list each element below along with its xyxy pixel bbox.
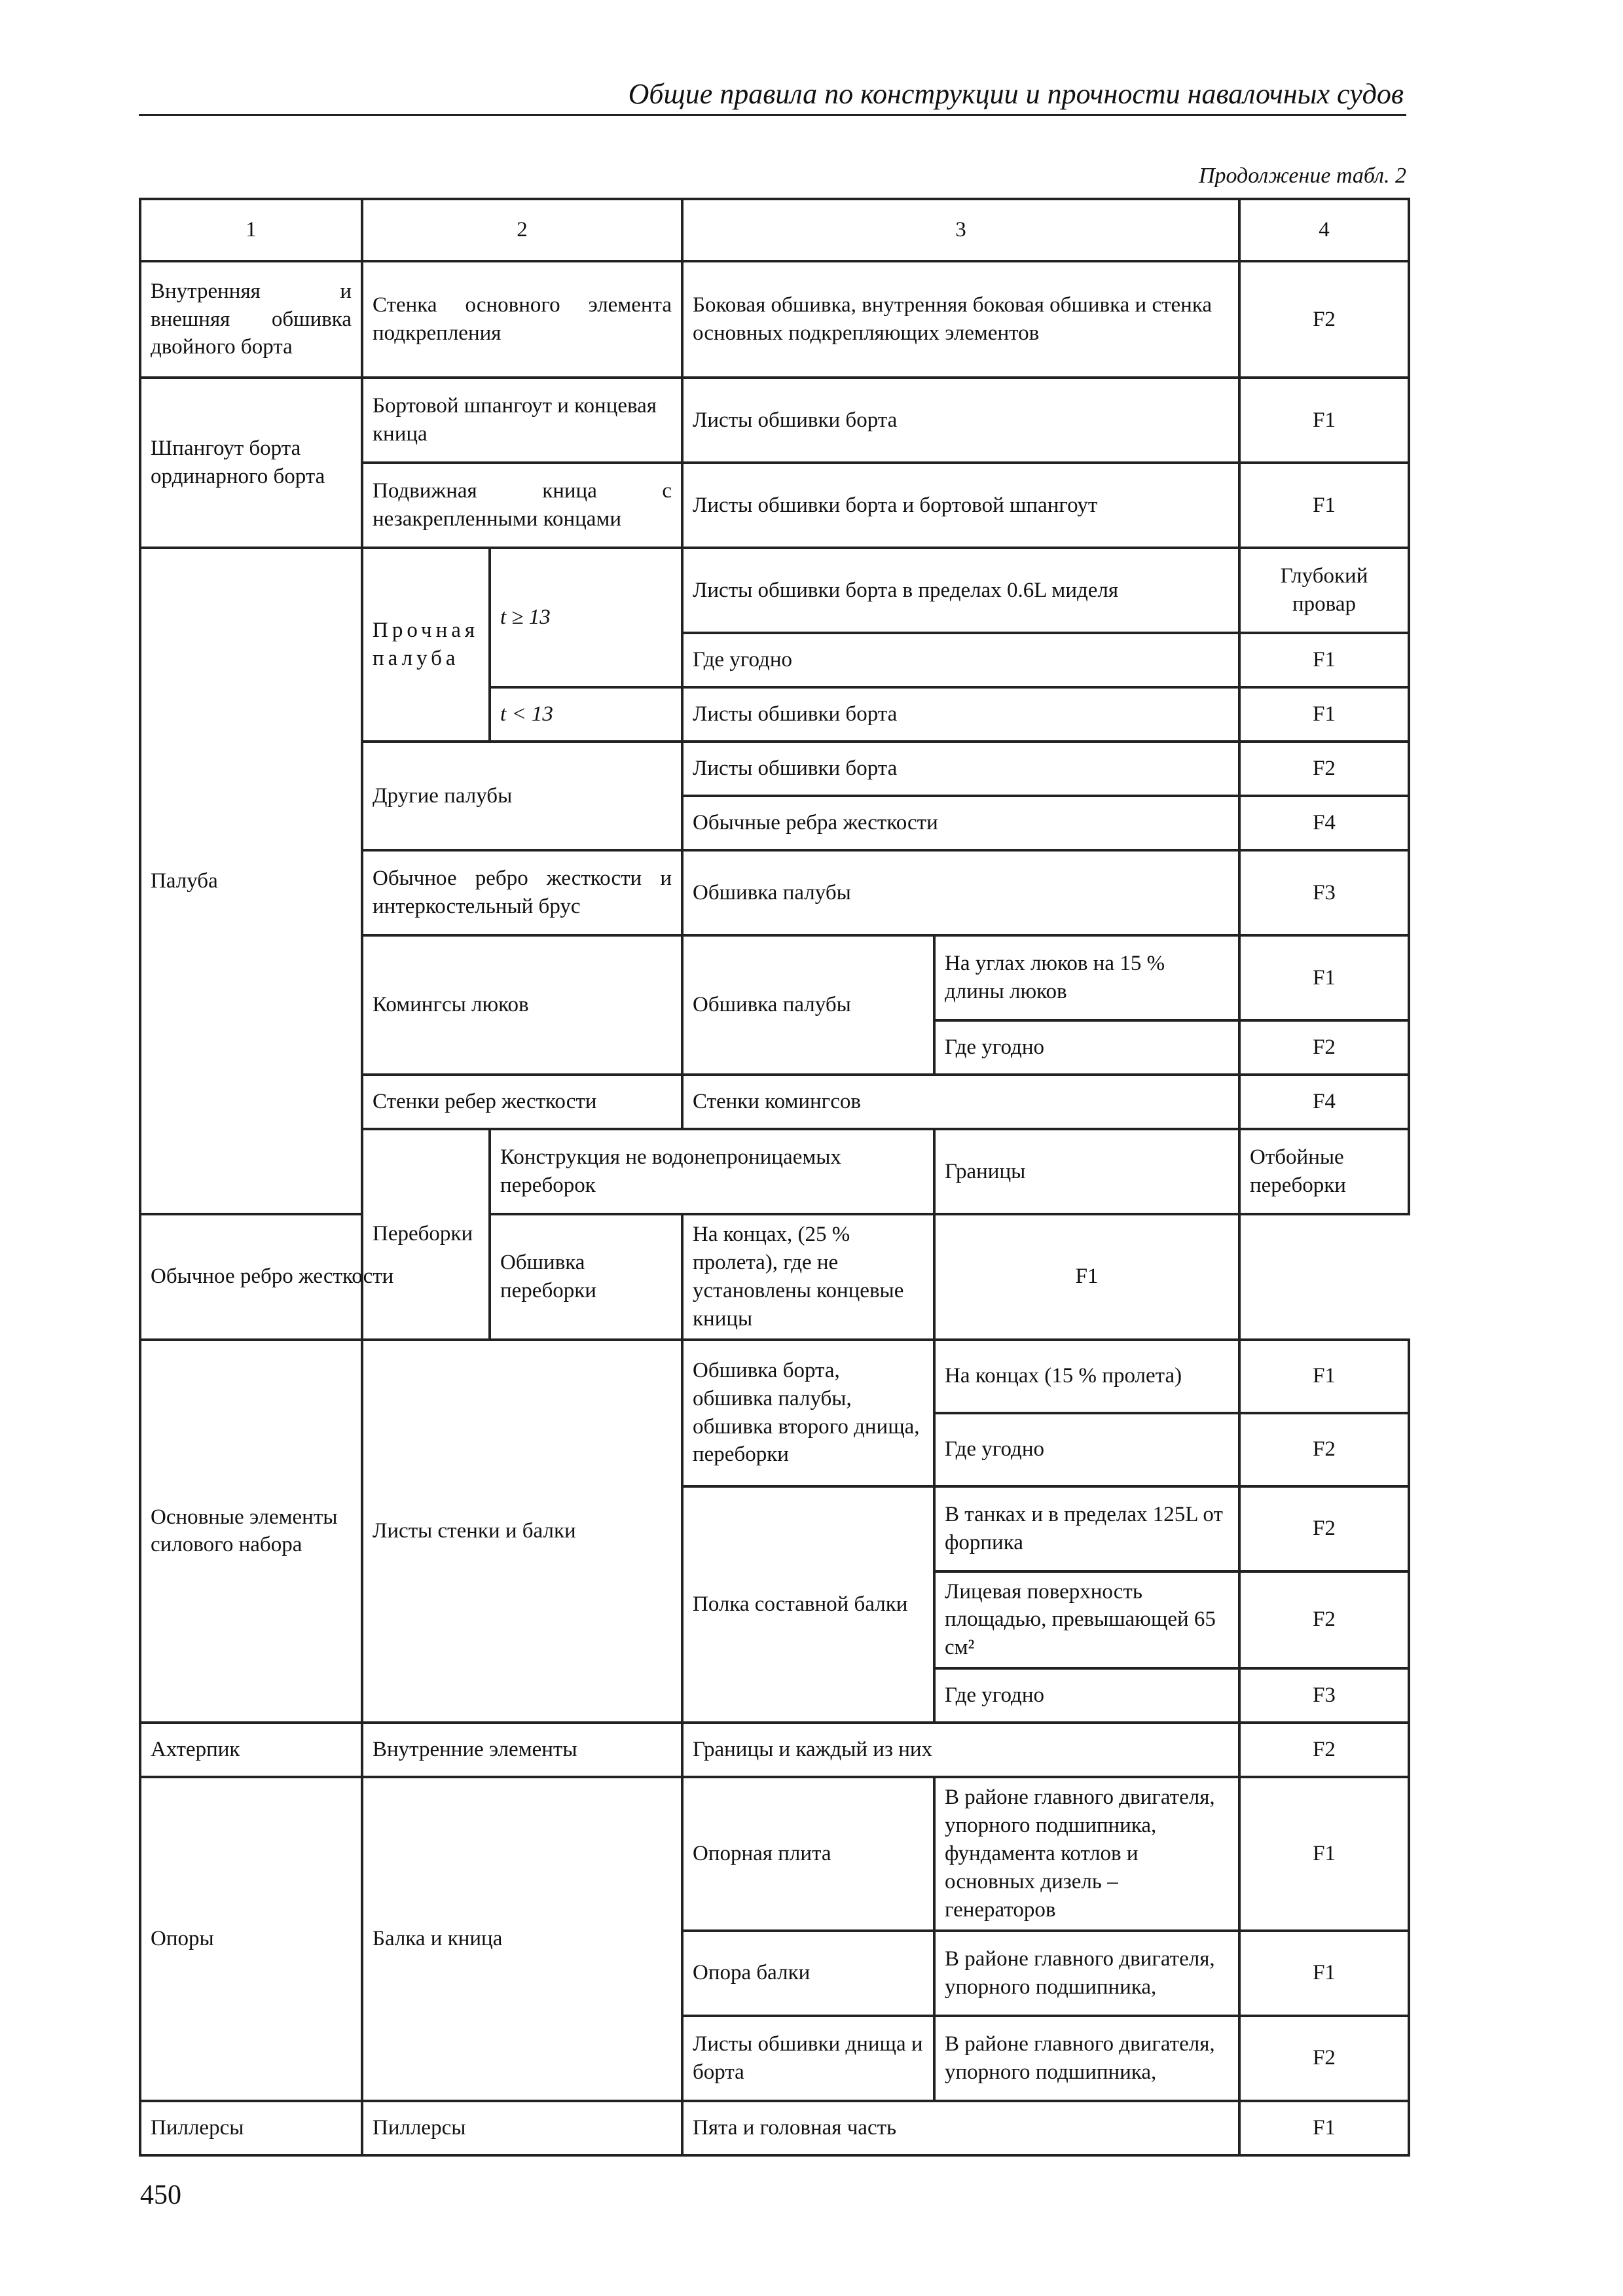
location-cell: Листы обшивки борта в пределах 0.6L миделя bbox=[682, 548, 1239, 633]
weld-category-cell: F2 bbox=[1239, 1413, 1409, 1486]
element-cell: Другие палубы bbox=[362, 742, 682, 850]
weld-category-cell: F3 bbox=[1239, 850, 1409, 935]
table-header-row bbox=[140, 199, 1409, 261]
sub-location-cell: Где угодно bbox=[934, 1668, 1239, 1723]
location-cell: Обшивка палубы bbox=[682, 850, 1239, 935]
row-group-label: Пиллерсы bbox=[140, 2101, 362, 2155]
location-cell: Где угодно bbox=[682, 633, 1239, 687]
column-number-4: 4 bbox=[1239, 199, 1409, 261]
location-cell: Обшивка переборки bbox=[490, 1214, 682, 1340]
element-cell: Бортовой шпангоут и концевая кница bbox=[362, 378, 682, 463]
element-cell: Обычное ребро жесткости и интеркостельный брус bbox=[362, 850, 682, 935]
row-group-label: Шпангоут борта ординарного борта bbox=[140, 378, 362, 548]
location-cell: Обшивка борта, обшивка палубы, обшивка второго днища, переборки bbox=[682, 1340, 934, 1486]
running-header bbox=[139, 75, 1406, 116]
table-row bbox=[140, 2101, 1409, 2155]
weld-category-cell: F4 bbox=[1239, 1075, 1409, 1129]
weld-category-cell: F1 bbox=[1239, 633, 1409, 687]
weld-category-cell: F1 bbox=[1239, 1340, 1409, 1413]
thickness-condition: t < 13 bbox=[490, 687, 682, 742]
sub-location-cell: В районе главного двигателя, упорного подшипника, bbox=[934, 1931, 1239, 2016]
row-group-label: Палуба bbox=[140, 548, 362, 1214]
row-group-label: Переборки bbox=[362, 1129, 490, 1340]
location-cell: Боковая обшивка, внутренняя боковая обшивка и стенка основных подкрепляющих элементов bbox=[682, 261, 1239, 378]
location-cell: Границы и каждый из них bbox=[682, 1723, 1239, 1777]
weld-category-cell: F1 bbox=[934, 1214, 1239, 1340]
element-cell: Балка и кница bbox=[362, 1777, 682, 2100]
table-row bbox=[140, 1723, 1409, 1777]
row-group-label: Внутренняя и внешняя обшивка двойного борта bbox=[140, 261, 362, 378]
row-group-label: Основные элементы силового набора bbox=[140, 1340, 362, 1723]
sub-location-cell: На углах люков на 15 % длины люков bbox=[934, 935, 1239, 1020]
sub-location-cell: В районе главного двигателя, упорного подшипника, bbox=[934, 2016, 1239, 2101]
weld-category-cell: F3 bbox=[1239, 1668, 1409, 1723]
weld-category-cell: Глубокий провар bbox=[1239, 548, 1409, 633]
table-row bbox=[140, 1214, 1409, 1340]
column-number-2: 2 bbox=[362, 199, 682, 261]
sub-location-cell: В районе главного двигателя, упорного подшипника, фундамента котлов и основных дизель – генераторов bbox=[934, 1777, 1239, 1930]
location-cell: Опора балки bbox=[682, 1931, 934, 2016]
element-cell: Подвижная кница с незакрепленными концами bbox=[362, 463, 682, 548]
weld-category-cell: F1 bbox=[1239, 1777, 1409, 1930]
column-number-3: 3 bbox=[682, 199, 1239, 261]
header-title: Общие правила по конструкции и прочности навалочных судов bbox=[628, 78, 1404, 110]
location-cell: Стенки комингсов bbox=[682, 1075, 1239, 1129]
location-cell: Границы bbox=[934, 1129, 1239, 1214]
table-continuation-label: Продолжение табл. 2 bbox=[1198, 164, 1406, 188]
element-cell: Пиллерсы bbox=[362, 2101, 682, 2155]
element-cell: Комингсы люков bbox=[362, 935, 682, 1075]
rules-table bbox=[139, 198, 1410, 2157]
sub-location-cell: Отбойные переборки bbox=[1239, 1129, 1409, 1214]
location-cell: Листы обшивки борта bbox=[682, 687, 1239, 742]
table-row bbox=[140, 1340, 1409, 1413]
element-cell: Стенки ребер жесткости bbox=[362, 1075, 682, 1129]
row-group-label: Ахтерпик bbox=[140, 1723, 362, 1777]
sub-location-cell: Лицевая поверхность площадью, превышающей 65 см² bbox=[934, 1571, 1239, 1669]
weld-category-cell: F1 bbox=[1239, 2101, 1409, 2155]
location-cell: Обычные ребра жесткости bbox=[682, 796, 1239, 850]
sub-location-cell: Где угодно bbox=[934, 1413, 1239, 1486]
element-cell: Обычное ребро жесткости bbox=[140, 1214, 490, 1340]
weld-category-cell: F1 bbox=[1239, 935, 1409, 1020]
element-cell: Конструкция не водонепроницаемых переборок bbox=[490, 1129, 934, 1214]
element-cell: Внутренние элементы bbox=[362, 1723, 682, 1777]
weld-category-cell: F1 bbox=[1239, 463, 1409, 548]
sub-location-cell: На концах, (25 % пролета), где не установлены концевые кницы bbox=[682, 1214, 934, 1340]
weld-category-cell: F2 bbox=[1239, 1723, 1409, 1777]
element-cell: Листы стенки и балки bbox=[362, 1340, 682, 1723]
location-cell: Листы обшивки борта bbox=[682, 378, 1239, 463]
thickness-condition: t ≥ 13 bbox=[490, 548, 682, 687]
weld-category-cell: F2 bbox=[1239, 2016, 1409, 2101]
weld-category-cell: F2 bbox=[1239, 1020, 1409, 1075]
location-cell: Пята и головная часть bbox=[682, 2101, 1239, 2155]
location-cell: Листы обшивки борта и бортовой шпангоут bbox=[682, 463, 1239, 548]
strength-deck-label: Прочная палуба bbox=[362, 548, 490, 742]
sub-location-cell: Где угодно bbox=[934, 1020, 1239, 1075]
weld-category-cell: F4 bbox=[1239, 796, 1409, 850]
weld-category-cell: F2 bbox=[1239, 261, 1409, 378]
location-cell: Листы обшивки борта bbox=[682, 742, 1239, 796]
weld-category-cell: F1 bbox=[1239, 687, 1409, 742]
table-row bbox=[140, 261, 1409, 378]
page-number: 450 bbox=[140, 2180, 181, 2210]
weld-category-cell: F2 bbox=[1239, 1571, 1409, 1669]
weld-category-cell: F2 bbox=[1239, 742, 1409, 796]
sub-location-cell: В танках и в пределах 125L от форпика bbox=[934, 1486, 1239, 1571]
table-row bbox=[140, 378, 1409, 463]
weld-category-cell: F2 bbox=[1239, 1486, 1409, 1571]
location-cell: Опорная плита bbox=[682, 1777, 934, 1930]
row-group-label: Опоры bbox=[140, 1777, 362, 2100]
column-number-1: 1 bbox=[140, 199, 362, 261]
location-cell: Полка составной балки bbox=[682, 1486, 934, 1723]
sub-location-cell: На концах (15 % пролета) bbox=[934, 1340, 1239, 1413]
element-cell: Стенка основного элемента подкрепления bbox=[362, 261, 682, 378]
table-row bbox=[140, 1777, 1409, 1930]
location-cell: Листы обшивки днища и борта bbox=[682, 2016, 934, 2101]
weld-category-cell: F1 bbox=[1239, 378, 1409, 463]
weld-category-cell: F1 bbox=[1239, 1931, 1409, 2016]
table-row bbox=[140, 548, 1409, 633]
location-cell: Обшивка палубы bbox=[682, 935, 934, 1075]
